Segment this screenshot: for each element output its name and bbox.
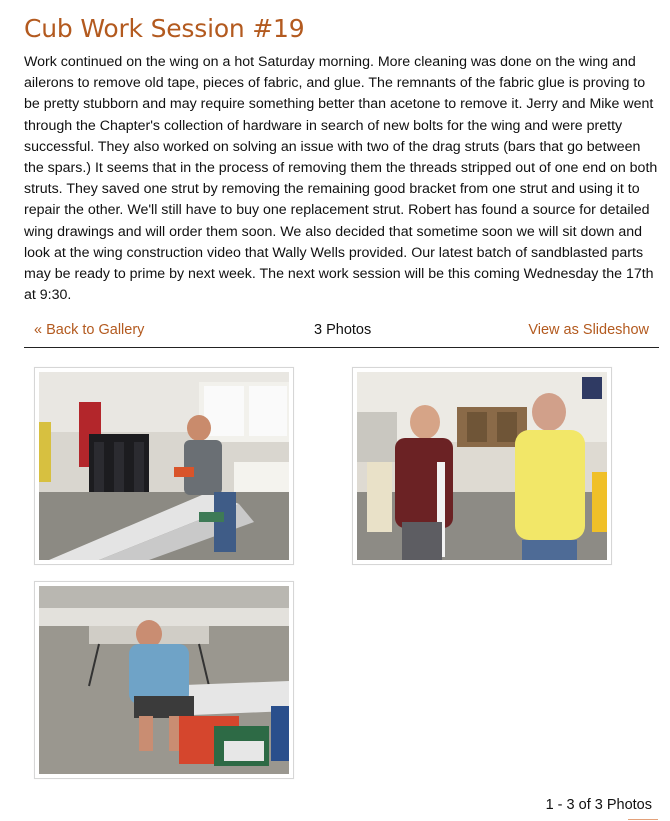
photo-range-label: 1 - 3 of 3 Photos — [545, 797, 652, 813]
photo-count-label: 3 Photos — [314, 322, 372, 338]
photo-man-working-on-part — [39, 586, 289, 774]
photo-thumbnail-1[interactable] — [34, 367, 294, 565]
session-description: Work continued on the wing on a hot Saturday morning. More cleaning was done on the wing and ailerons to remove old tape, pieces of fabric, and glue. The remnants of the fabric glue is proving to be pretty stubborn and may require something better than acetone to remove it. Jerry and Mike went through the Chapter's collection of hardware in search of new bolts for the wing and were pretty successful. They also worked on solving an issue with two of the drag struts (bars that go between the spars.) It seems that in the process of removing them the threads stripped out of one end on both struts. They saved one strut by removing the remaining good bracket from one strut and using it to repair the other. We'll still have to buy one replacement strut. Robert has found a source for detailed wing drawings and will order them soon. We also decided that sometime soon we will sit down and look at the wing construction video that Wally Wells provided. Our latest batch of sandblasted parts may be ready to prime by next week. The next work session will be this coming Wednesday the 17th at 9:30. — [24, 54, 658, 304]
photo-thumbnail-3[interactable] — [34, 581, 294, 779]
gallery-nav — [24, 318, 659, 348]
footer-accent-line — [628, 819, 658, 820]
view-slideshow-link[interactable]: View as Slideshow — [528, 322, 649, 338]
photo-thumbnail-2[interactable] — [352, 367, 612, 565]
back-to-gallery-link[interactable]: « Back to Gallery — [34, 322, 145, 338]
page-title: Cub Work Session #19 — [24, 14, 305, 43]
photo-two-men-talking — [357, 372, 607, 560]
photo-man-cleaning-wing — [39, 372, 289, 560]
